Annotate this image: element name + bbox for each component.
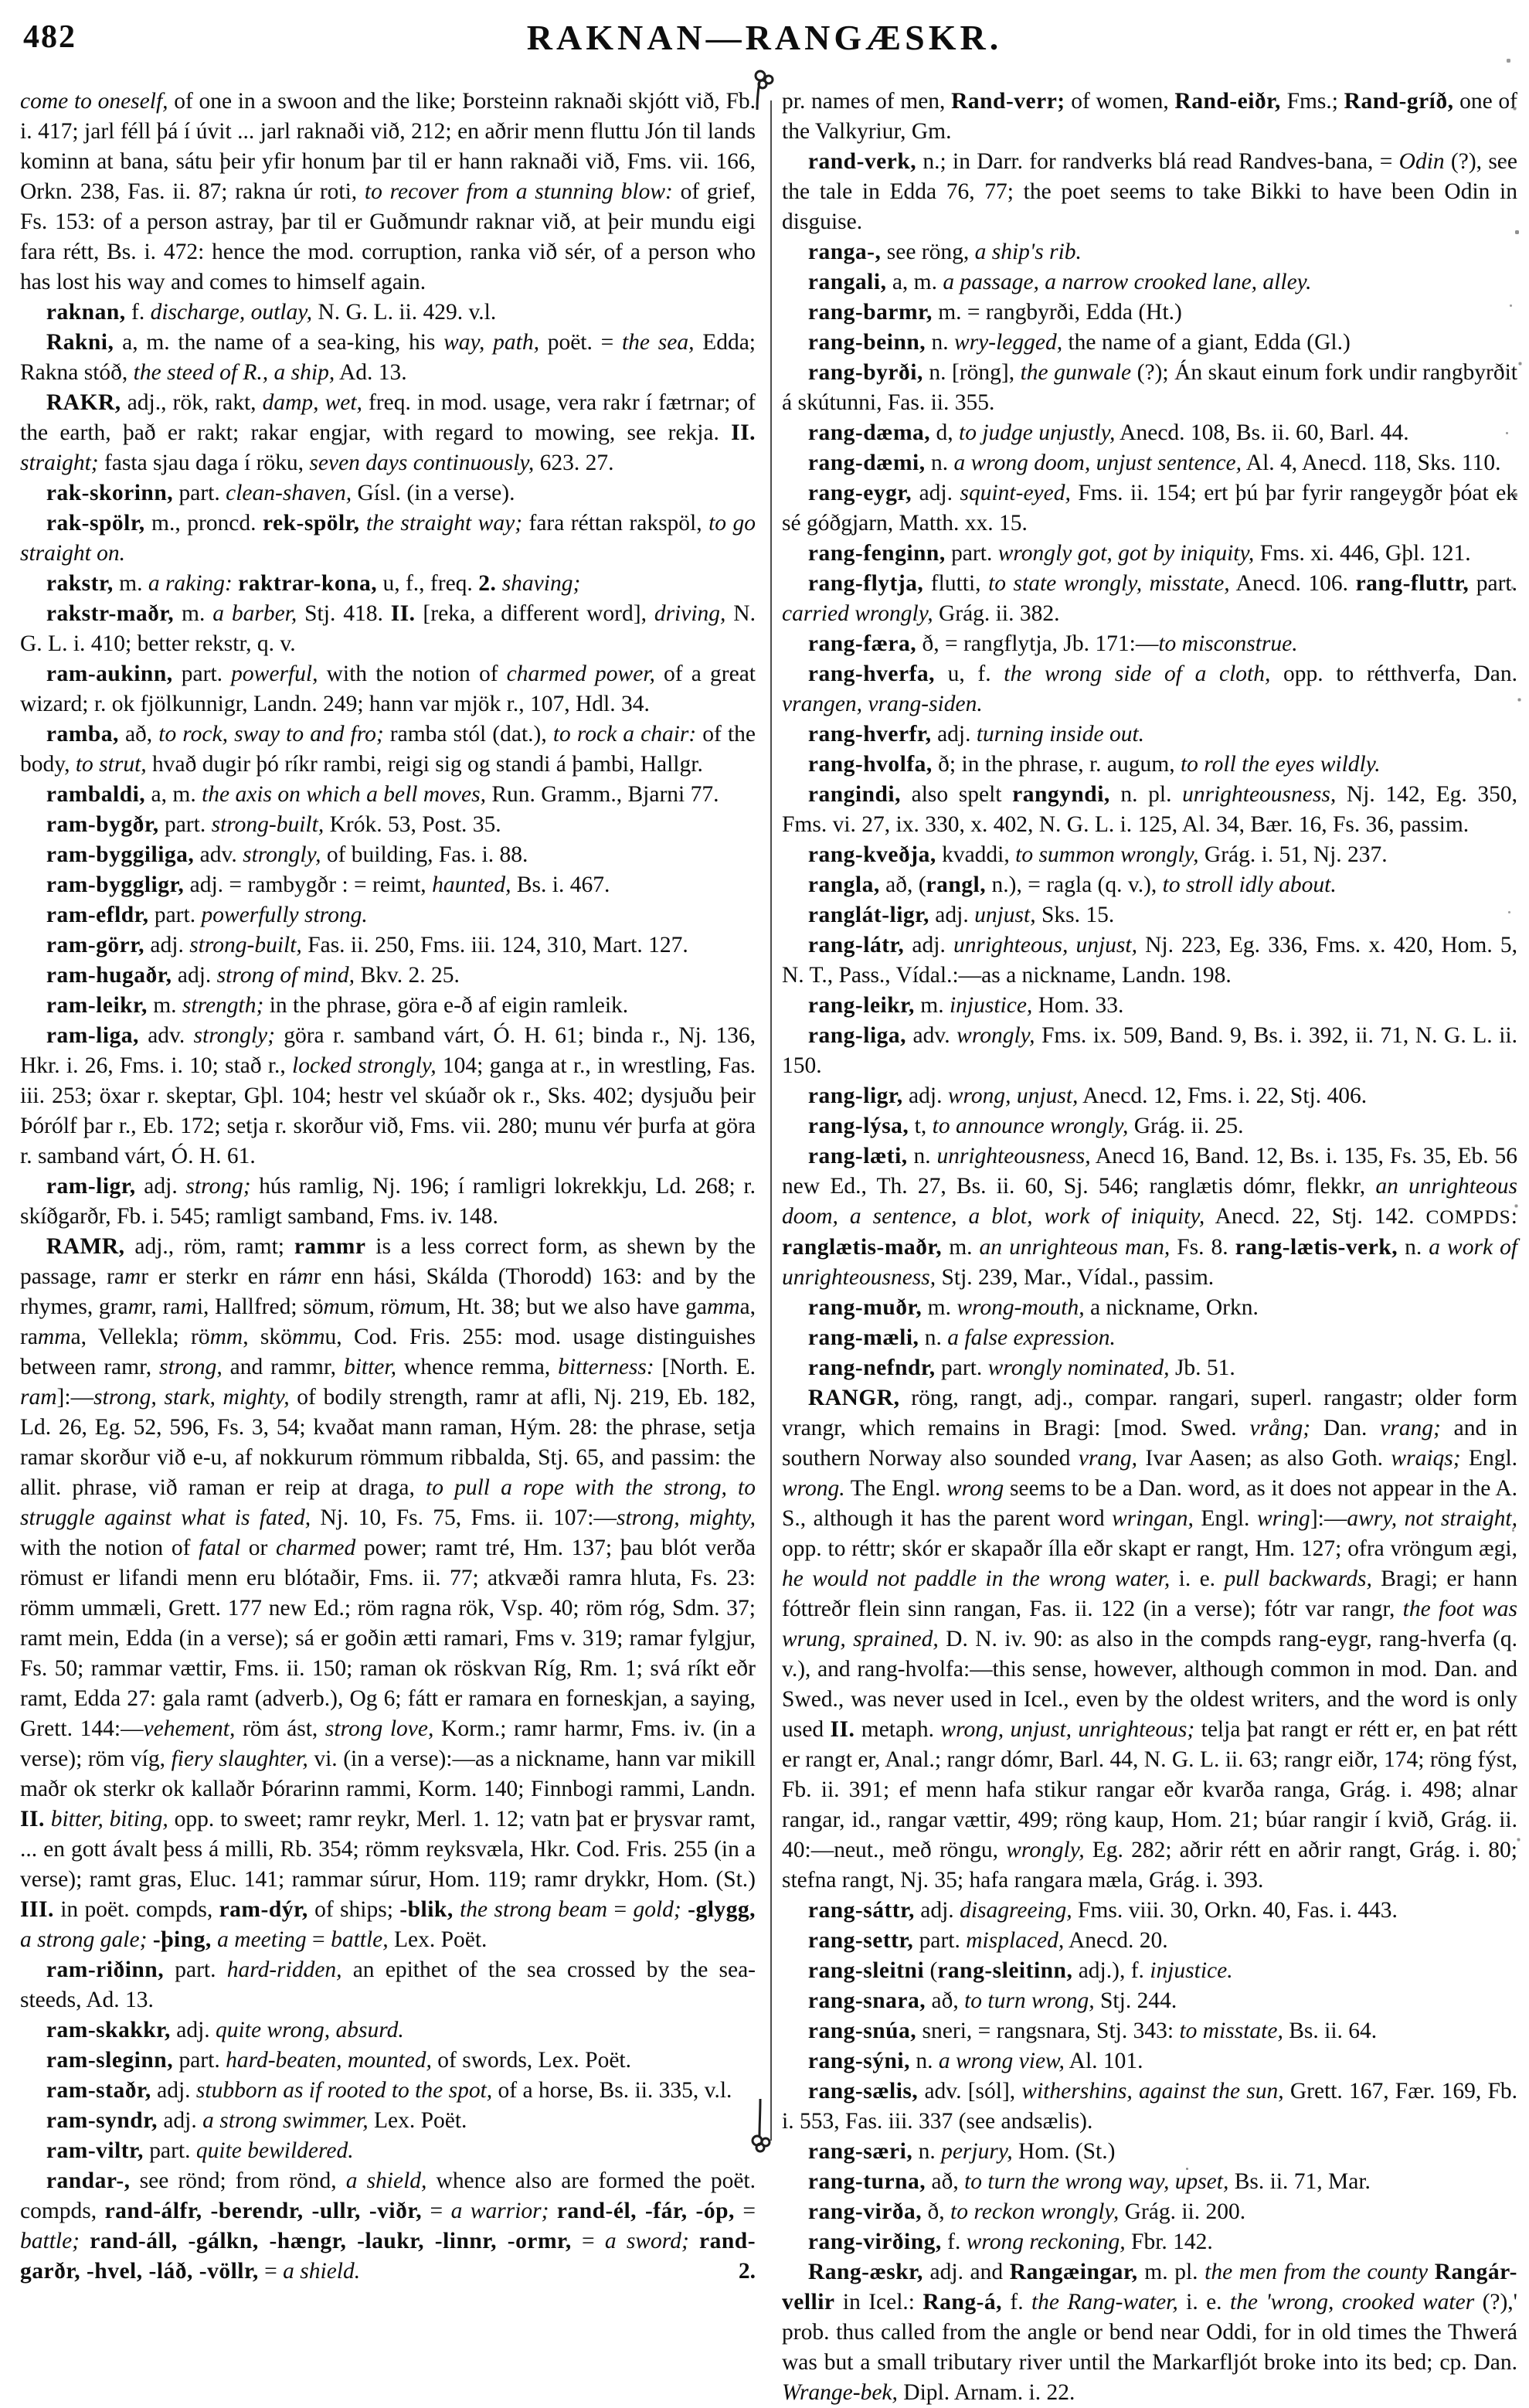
dictionary-entry: rang-virðing, f. wrong reckoning, Fbr. 142. (807, 2229, 1213, 2254)
dictionary-entry: rang-látr, adj. unrighteous, unjust, Nj. 223, Eg. 336, Fms. x. 420, Hom. 5, N. T., Pass., Vídal.:—as a nickname, Landn. 198. (782, 933, 1517, 988)
scan-specks (0, 0, 1, 1)
dictionary-entry: ram-byggiliga, adv. strongly, of building, Fas. i. 88. (46, 842, 528, 867)
dictionary-entry: rang-særi, n. perjury, Hom. (St.) (807, 2139, 1116, 2164)
dictionary-entry: rakstr, m. a raking: raktrar-kona, u, f., freq. 2. shaving; (46, 571, 581, 596)
dictionary-entry: RAKR, adj., rök, rakt, damp, wet, freq. in mod. usage, vera rakr í fætrnar; of the earth, það er rakt; rakar engjar, with regard to mowing, see rekja. II. straight; fasta sjau daga í röku, seven days continuously, 623. 27. (20, 390, 756, 475)
dictionary-entry: ram-efldr, part. powerfully strong. (46, 903, 368, 927)
dictionary-entry: rangali, a, m. a passage, a narrow crooked lane, alley. (807, 270, 1312, 294)
dictionary-entry: rang-barmr, m. = rangbyrði, Edda (Ht.) (807, 300, 1182, 325)
dictionary-entry: ram-riðinn, part. hard-ridden, an epithet of the sea crossed by the sea-steeds, Ad. 13. (20, 1957, 756, 2012)
dictionary-entry: rang-hvolfa, ð; in the phrase, r. augum, to roll the eyes wildly. (807, 752, 1381, 777)
dictionary-entry: rangindi, also spelt rangyndi, n. pl. unrighteousness, Nj. 142, Eg. 350, Fms. vi. 27, ix. 330, x. 402, N. G. L. i. 125, Al. 34, Bær. 16, Fs. 36, passim. (782, 782, 1517, 837)
dictionary-entry: rang-sælis, adv. [sól], withershins, against the sun, Grett. 167, Fær. 169, Fb. i. 553, Fas. iii. 337 (see andsælis). (782, 2079, 1517, 2134)
dictionary-entry: rang-beinn, n. wry-legged, the name of a giant, Edda (Gl.) (807, 330, 1351, 355)
dictionary-entry: ram-hugaðr, adj. strong of mind, Bkv. 2. 25. (46, 963, 460, 988)
dictionary-entry: Rakni, a, m. the name of a sea-king, his way, path, poët. = the sea, Edda; Rakna stóð, the steed of R., a ship, Ad. 13. (20, 330, 756, 385)
dictionary-entry: ranglát-ligr, adj. unjust, Sks. 15. (807, 903, 1115, 927)
dictionary-entry: ram-byggligr, adj. = rambygðr : = reimt, haunted, Bs. i. 467. (46, 872, 610, 897)
dictionary-entry: rang-turna, að, to turn the wrong way, upset, Bs. ii. 71, Mar. (807, 2169, 1371, 2194)
dictionary-entry: RAMR, adj., röm, ramt; rammr is a less correct form, as shewn by the passage, ramr er sterkr en rámr enn hási, Skálda (Thorodd) 163: and by the rhymes, gramr, rami, Hallfred; sömum, römum, Ht. 38; but we also have gamma, ramma, Vellekla; römm, skömmu, Cod. Fris. 255: mod. usage distinguishes between ramr, strong, and rammr, bitter, whence remma, bitterness: [North. E. ram]:—strong, stark, mighty, of bodily strength, ramr at afli, Nj. 219, Eb. 182, Ld. 26, Eg. 52, 596, Fs. 3, 54; kvaðat mann raman, Hým. 28: the phrase, setja ramar skorður við e-u, af nokkurum römmum ribbalda, Stj. 65, and passim: the allit. phrase, við raman er reip at draga, to pull a rope with the strong, to struggle against what is fated, Nj. 10, Fs. 75, Fms. ii. 107:—strong, mighty, with the notion of fatal or charmed power; ramt tré, Hm. 137; þau blót verða römust er lifandi menn eru blótaðir, Fms. ii. 77; atkvæði ramra hluta, Fs. 23: römm ummæli, Grett. 177 new Ed.; röm ragna rök, Vsp. 40; röm róg, Sdm. 37; ramt mein, Edda (in a verse); sá er goðin ætti ramari, Fms v. 319; ramar fylgjur, Fs. 50; rammar vættir, Fms. ii. 150; raman ok röskvan Ríg, Rm. 1; svá ríkt eðr ramt, Edda 27: gala ramt (adverb.), Og 6; fátt er ramara en forneskjan, a saying, Grett. 144:—vehement, röm ást, strong love, Korm.; ramr harmr, Fms. iv. (in a verse); röm víg, fiery slaughter, vi. (in a verse):—as a nickname, hann var mikill maðr ok sterkr ok kallaðr Þórarinn rammi, Korm. 140; Finnbogi rammi, Landn. II. bitter, biting, opp. to sweet; ramr reykr, Merl. 1. 12; vatn þat er þrysvar ramt, ... en gott ávalt þess á milli, Rb. 354; römm reyksvæla, Hkr. Cod. Fris. 255 (in a verse); ramt gras, Eluc. 141; rammar súrur, Hom. 119; ramr drykkr, Hom. (St.) III. in poët. compds, ram-dýr, of ships; -blik, the strong beam = gold; -glygg, a strong gale; -þing, a meeting = battle, Lex. Poët. (20, 1234, 756, 1952)
dictionary-entry: RANGR, röng, rangt, adj., compar. rangari, superl. rangastr; older form vrangr, which remains in Bragi: [mod. Swed. vrång; Dan. vrang; and in southern Norway also sounded vrang, Ivar Aasen; as also Goth. wraiqs; Engl. wrong. The Engl. wrong seems to be a Dan. word, as it does not appear in the A. S., although it has the parent word wringan, Engl. wring]:—awry, not straight, opp. to réttr; skór er skapaðr ílla eðr skapt er rangt, Hm. 127; ofra vröngum ægi, he would not paddle in the wrong water, i. e. pull backwards, Bragi; er hann fóttreðr flein sinn rangan, Fas. ii. 122 (in a verse); fótr var rangr, the foot was wrung, sprained, D. N. iv. 90: as also in the compds rang-eygr, rang-hverfa (q. v.), and rang-hvolfa:—this sense, however, although common in mod. Dan. and Swed., was never used in Icel., even by the oldest writers, and the word is only used II. metaph. wrong, unjust, unrighteous; telja þat rangt er rétt er, en þat rétt er rangt er, Anal.; rangr dómr, Barl. 44, N. G. L. ii. 63; rangr eiðr, 174; röng fýst, Fb. ii. 391; ef menn hafa stikur rangar eðr kvarða ranga, Grág. i. 498; alnar rangar, id., rangar vættir, 499; röng kaup, Hom. 21; búar rangir í kvið, Grág. ii. 40:—neut., með röngu, wrongly, Eg. 282; aðrir rétt en aðrir rangt, Grág. i. 80; stefna rangt, Nj. 35; hafa rangara mæla, Grág. i. 393. (782, 1386, 1518, 1893)
dictionary-entry: pr. names of men, Rand-verr; of women, Rand-eiðr, Fms.; Rand-gríð, one of the Valkyriur, Gm. (782, 89, 1517, 144)
dictionary-entry: ram-bygðr, part. strong-built, Krók. 53, Post. 35. (46, 812, 501, 837)
dictionary-entry: raknan, f. discharge, outlay, N. G. L. ii. 429. v.l. (46, 300, 497, 325)
dictionary-entry: Rang-æskr, adj. and Rangæingar, m. pl. the men from the county Rangár-vellir in Icel.: Rang-á, f. the Rang-water, i. e. the 'wrong, crooked water (?),' prob. thus called from the angle or bend near Oddi, for in old times the Thwerá was but a small tributary river until the Markarfljót broke into its bed; cp. Dan. Wrange-bek, Dipl. Arnam. i. 22. (782, 2260, 1518, 2405)
dictionary-entry: ram-leikr, m. strength; in the phrase, göra e-ð af eigin ramleik. (46, 993, 629, 1018)
dictionary-entry: ram-viltr, part. quite bewildered. (46, 2138, 354, 2163)
page-title: RAKNAN—RANGÆSKR. (526, 18, 1003, 57)
dictionary-entry: rang-sleitni (rang-sleitinn, adj.), f. injustice. (807, 1958, 1233, 1983)
dictionary-entry: rang-sáttr, adj. disagreeing, Fms. viii. 30, Orkn. 40, Fas. i. 443. (807, 1898, 1398, 1923)
dictionary-entry: rak-spölr, m., proncd. rek-spölr, the straight way; fara réttan rakspöl, to go straight on. (20, 511, 756, 566)
dictionary-entry: rang-liga, adv. wrongly, Fms. ix. 509, Band. 9, Bs. i. 392, ii. 71, N. G. L. ii. 150. (782, 1023, 1517, 1078)
dictionary-entry: rang-leikr, m. injustice, Hom. 33. (807, 993, 1124, 1018)
left-column (20, 87, 756, 2287)
dictionary-entry: rang-færa, ð, = rangflytja, Jb. 171:—to misconstrue. (807, 631, 1298, 656)
dictionary-entry: rang-hverfr, adj. turning inside out. (807, 722, 1145, 747)
column-divider (770, 100, 772, 2141)
dictionary-entry: rang-mæli, n. a false expression. (807, 1325, 1116, 1350)
dictionary-entry: ram-syndr, adj. a strong swimmer, Lex. Poët. (46, 2108, 467, 2133)
dictionary-entry: randar-, see rönd; from rönd, a shield, whence also are formed the poët. compds, rand-álfr, -berendr, -ullr, -viðr, = a warrior; rand-él, -fár, -óp, = battle; rand-áll, -gálkn, -hængr, -laukr, -linnr, -ormr, = a sword; rand-garðr, -hvel, -láð, -völlr, = a shield. 2. (20, 2166, 756, 2287)
dictionary-entry: rang-flytja, flutti, to state wrongly, misstate, Anecd. 106. rang-fluttr, part. carried wrongly, Grág. ii. 382. (782, 571, 1517, 626)
dictionary-entry: ram-staðr, adj. stubborn as if rooted to the spot, of a horse, Bs. ii. 335, v.l. (46, 2078, 732, 2103)
dictionary-entry: rang-læti, n. unrighteousness, Anecd 16, Band. 12, Bs. i. 135, Fs. 35, Eb. 56 new Ed., Th. 27, Bs. ii. 60, Sj. 546; ranglætis dómr, flekkr, an unrighteous doom, a sentence, a blot, work of iniquity, Anecd. 22, Stj. 142. COMPDS: ranglætis-maðr, m. an unrighteous man, Fs. 8. rang-lætis-verk, n. a work of unrighteousness, Stj. 239, Mar., Vídal., passim. (782, 1144, 1518, 1290)
dictionary-entry: rang-dæmi, n. a wrong doom, unjust sentence, Al. 4, Anecd. 118, Sks. 110. (807, 451, 1501, 475)
dictionary-entry: rakstr-maðr, m. a barber, Stj. 418. II. [reka, a different word], driving, N. G. L. i. 410; better rekstr, q. v. (20, 601, 756, 656)
dictionary-entry: ramba, að, to rock, sway to and fro; ramba stól (dat.), to rock a chair: of the body, to strut, hvað dugir þó ríkr rambi, reigi sig og standi á þambi, Hallgr. (20, 722, 756, 777)
dictionary-entry: rang-kveðja, kvaddi, to summon wrongly, Grág. i. 51, Nj. 237. (807, 842, 1388, 867)
dictionary-entry: ram-aukinn, part. powerful, with the notion of charmed power, of a great wizard; r. ok fjölkunnigr, Landn. 249; hann var mjök r., 107, Hdl. 34. (20, 662, 756, 716)
dictionary-entry: ram-liga, adv. strongly; göra r. samband várt, Ó. H. 61; binda r., Nj. 136, Hkr. i. 26, Fms. i. 10; stað r., locked strongly, 104; ganga at r., in wrestling, Fas. iii. 253; öxar r. skeptar, Gþl. 104; hestr vel skúaðr ok r., Sks. 402; dysjuðu þeir Þórólf þar r., Eb. 172; setja r. skorður við, Fms. vii. 280; munu vér þurfa at göra r. samband várt, Ó. H. 61. (20, 1023, 756, 1168)
right-column (782, 87, 1517, 2408)
dictionary-entry: ram-sleginn, part. hard-beaten, mounted, of swords, Lex. Poët. (46, 2048, 631, 2073)
dictionary-entry: rang-sýni, n. a wrong view, Al. 101. (807, 2049, 1143, 2073)
dictionary-entry: rang-settr, part. misplaced, Anecd. 20. (807, 1928, 1168, 1953)
dictionary-entry: rangla, að, (rangl, n.), = ragla (q. v.), to stroll idly about. (807, 872, 1337, 897)
dictionary-entry: rang-lýsa, t, to announce wrongly, Grág. ii. 25. (807, 1114, 1244, 1138)
dictionary-entry: rang-virða, ð, to reckon wrongly, Grág. ii. 200. (807, 2199, 1246, 2224)
dictionary-entry: rang-snúa, sneri, = rangsnara, Stj. 343: to misstate, Bs. ii. 64. (807, 2019, 1378, 2043)
dictionary-entry: rambaldi, a, m. the axis on which a bell moves, Run. Gramm., Bjarni 77. (46, 782, 719, 807)
dictionary-entry: ram-görr, adj. strong-built, Fas. ii. 250, Fms. iii. 124, 310, Mart. 127. (46, 933, 688, 957)
dictionary-entry: rang-fenginn, part. wrongly got, got by iniquity, Fms. xi. 446, Gþl. 121. (807, 541, 1471, 566)
dictionary-entry: rand-verk, n.; in Darr. for randverks blá read Randves-bana, = Odin (?), see the tale in Edda 76, 77; the poet seems to take Bikki to have been Odin in disguise. (782, 149, 1517, 234)
page-number: 482 (23, 19, 76, 55)
dictionary-entry: rang-nefndr, part. wrongly nominated, Jb. 51. (807, 1355, 1235, 1380)
dictionary-entry: rang-dæma, d, to judge unjustly, Anecd. 108, Bs. ii. 60, Barl. 44. (807, 420, 1409, 445)
dictionary-entry: rang-ligr, adj. wrong, unjust, Anecd. 12, Fms. i. 22, Stj. 406. (807, 1083, 1368, 1108)
dictionary-entry: rang-snara, að, to turn wrong, Stj. 244. (807, 1988, 1177, 2013)
dictionary-entry: come to oneself, of one in a swoon and the like; Þorsteinn raknaði skjótt við, Fb. i. 417; jarl féll þá í úvit ... jarl raknaði við, 212; en aðrir menn fluttu Jón til lands kominn at bana, sátu þeir yfir honum þar til er hann raknaði við, Fms. vii. 166, Orkn. 238, Fas. ii. 87; rakna úr roti, to recover from a stunning blow: of grief, Fs. 153: of a person astray, þar til er Guðmundr raknar við, at þeir mundu eigi fara rétt, Bs. i. 472: hence the mod. corruption, ranka við sér, of a person who has lost his way and comes to himself again. (20, 89, 756, 294)
dictionary-entry: ranga-, see röng, a ship's rib. (807, 240, 1082, 264)
dictionary-entry: rang-eygr, adj. squint-eyed, Fms. ii. 154; ert þú þar fyrir rangeygðr þóat ek sé góðgjarn, Matth. xx. 15. (782, 481, 1518, 536)
dictionary-entry: rak-skorinn, part. clean-shaven, Gísl. (in a verse). (46, 481, 515, 505)
dictionary-entry: rang-hverfa, u, f. the wrong side of a cloth, opp. to rétthverfa, Dan. vrangen, vrang-siden. (782, 662, 1517, 716)
dictionary-entry: ram-ligr, adj. strong; hús ramlig, Nj. 196; í ramligri lokrekkju, Ld. 268; r. skíðgarðr, Fb. i. 545; ramligt samband, Fms. iv. 148. (20, 1174, 756, 1229)
dictionary-entry: ram-skakkr, adj. quite wrong, absurd. (46, 2018, 404, 2042)
sense-number: 2. (738, 2259, 756, 2284)
dictionary-entry: rang-muðr, m. wrong-mouth, a nickname, Orkn. (807, 1295, 1259, 1320)
dictionary-entry: rang-byrði, n. [röng], the gunwale (?); Án skaut einum fork undir rangbyrðit á skútunni, Fas. ii. 355. (782, 360, 1518, 415)
